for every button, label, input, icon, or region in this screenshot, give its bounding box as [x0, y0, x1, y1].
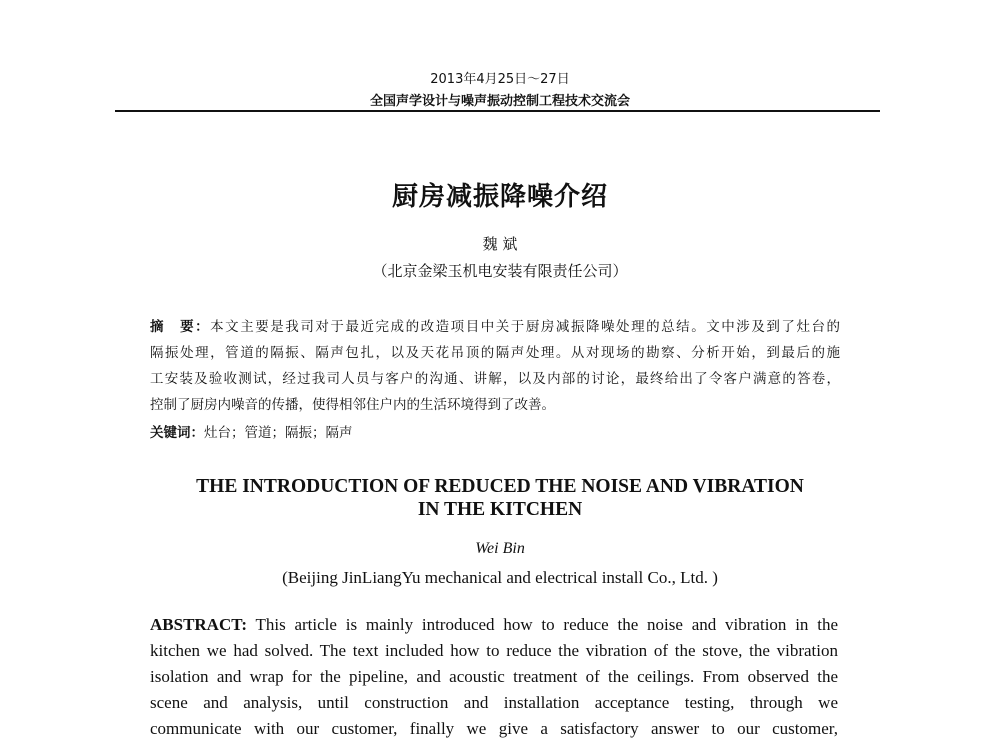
- abstract-en-label: ABSTRACT:: [150, 615, 247, 634]
- abstract-en-line: communicate with our customer, finally we give a satisfactory answer to our customer,: [150, 719, 838, 738]
- abstract-cn-line: 摘 要：本文主要是我司对于最近完成的改造项目中关于厨房减振降噪处理的总结。文中涉及到了灶台的: [150, 319, 841, 335]
- english-title-line: THE INTRODUCTION OF REDUCED THE NOISE AND VIBRATION: [196, 476, 804, 497]
- abstract-cn-line: 工安装及验收测试，经过我司人员与客户的沟通、讲解，以及内部的讨论，最终给出了令客户满意的答卷，: [150, 371, 840, 387]
- keywords-cn-label: 关键词：: [150, 425, 204, 441]
- affiliation-cn: （北京金梁玉机电安装有限责任公司）: [372, 262, 628, 280]
- page-title: 厨房减振降噪介绍: [391, 182, 608, 212]
- abstract-cn-line: 控制了厨房内噪音的传播，使得相邻住户内的生活环境得到了改善。: [150, 397, 555, 413]
- keywords-cn: 关键词：灶台；管道；隔振；隔声: [150, 425, 353, 441]
- affiliation-en: (Beijing JinLiangYu mechanical and electrical install Co., Ltd. ): [282, 568, 718, 587]
- header-date: 2013年4月25日～27日: [430, 72, 570, 87]
- abstract-en-line: ABSTRACT: This article is mainly introduced how to reduce the noise and vibration in the: [150, 615, 838, 634]
- abstract-en-line: scene and analysis, until construction and installation acceptance testing, through we: [150, 693, 838, 712]
- header-conference: 全国声学设计与噪声振动控制工程技术交流会: [369, 94, 630, 109]
- author-cn: 魏 斌: [482, 235, 518, 253]
- abstract-cn-label: 摘 要：: [150, 319, 211, 335]
- abstract-en-line: kitchen we had solved. The text included how to reduce the vibration of the stove, the vibration: [150, 641, 838, 660]
- author-en: Wei Bin: [475, 540, 525, 557]
- header-rule: [115, 110, 880, 112]
- abstract-cn-line: 隔振处理，管道的隔振、隔声包扎，以及天花吊顶的隔声处理。从对现场的勘察、分析开始，到最后的施: [150, 345, 840, 361]
- abstract-en-line: isolation and wrap for the pipeline, and acoustic treatment of the ceilings. From observed the: [150, 667, 838, 686]
- english-title-line: IN THE KITCHEN: [417, 499, 583, 520]
